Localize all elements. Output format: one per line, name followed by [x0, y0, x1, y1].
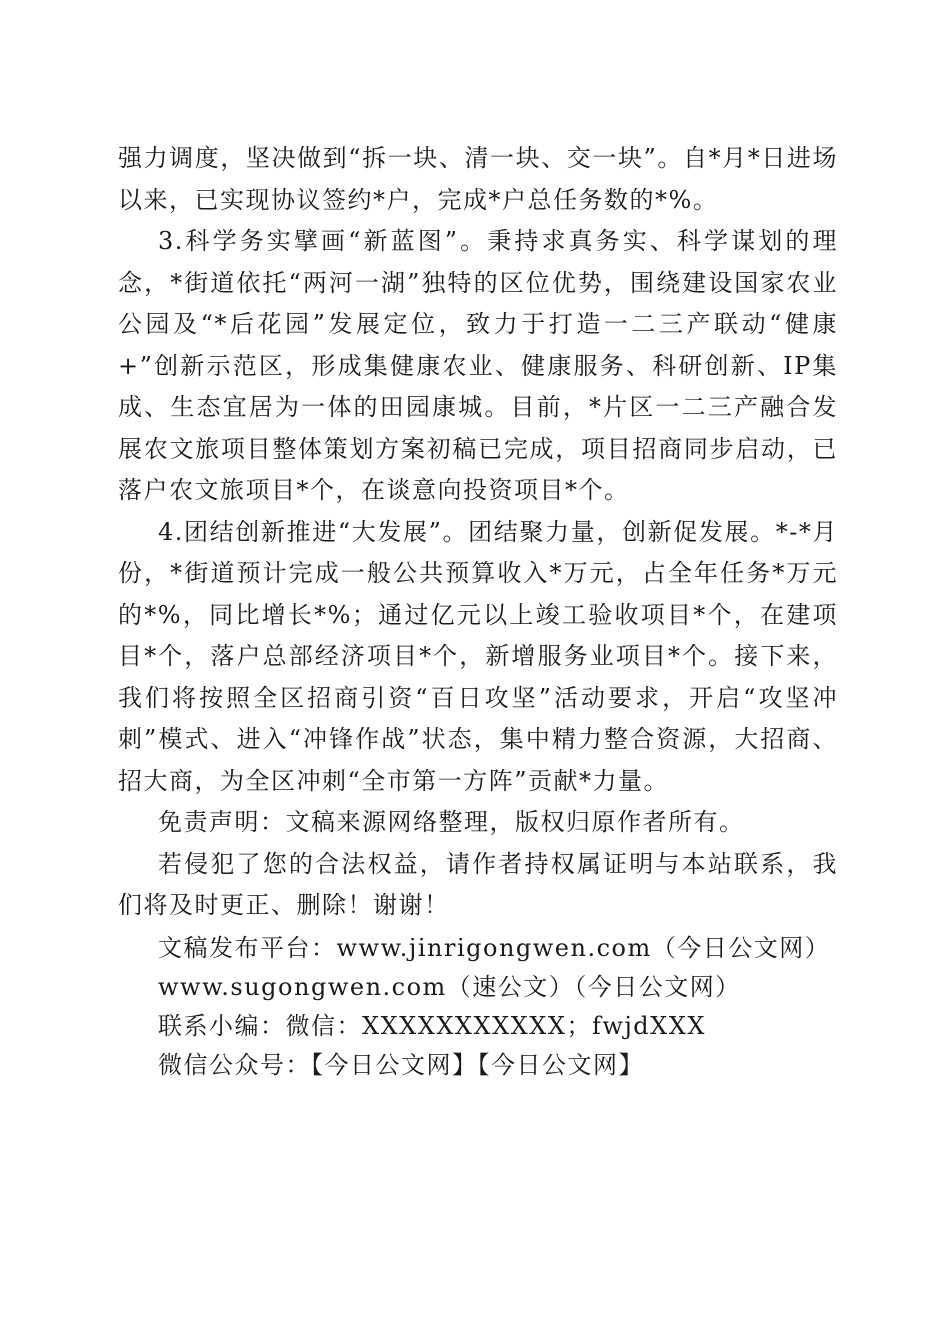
paragraph-development: 4.团结创新推进“大发展”。团结聚力量，创新促发展。*-*月份，*街道预计完成一般公共预算收入*万元，占全年任务*万元的*%，同比增长*%；通过亿元以上竣工验收项目*个，在建项目*个，落户总部经济项目*个，新增服务业项目*个。接下来，我们将按照全区招商引资“百日攻坚”活动要求，开启“攻坚冲刺”模式、进入“冲锋作战”状态，集中精力整合资源，大招商、招大商，为全区冲刺“全市第一方阵”贡献*力量。: [118, 517, 838, 795]
footer-info: [118, 929, 838, 1085]
document-body: [118, 138, 838, 1085]
footer-line-website: www.sugongwen.com（速公文）（今日公文网）: [158, 972, 741, 1001]
footer-line-platform: 文稿发布平台：www.jinrigongwen.com（今日公文网）: [158, 933, 831, 962]
paragraph-blueprint: 3.科学务实擘画“新蓝图”。秉持求真务实、科学谋划的理念，*街道依托“两河一湖”独特的区位优势，围绕建设国家农业公园及“*后花园”发展定位，致力于打造一二三产联动“健康+”创新示范区，形成集健康农业、健康服务、科研创新、IP集成、生态宜居为一体的田园康城。目前，*片区一二三产融合发展农文旅项目整体策划方案初稿已完成，项目招商同步启动，已落户农文旅项目*个，在谈意向投资项目*个。: [118, 227, 838, 504]
footer-line-wechat: 微信公众号：【今日公文网】【今日公文网】: [158, 1050, 644, 1079]
paragraph-continuation: 强力调度，坚决做到“拆一块、清一块、交一块”。自*月*日进场以来，已实现协议签约*户，完成*户总任务数的*%。: [118, 144, 838, 214]
footer-line-contact: 联系小编：微信：XXXXXXXXXXX；fwjdXXX: [158, 1011, 706, 1040]
paragraph-disclaimer: 免责声明：文稿来源网络整理，版权归原作者所有。: [158, 808, 745, 836]
paragraph-copyright-notice: 若侵犯了您的合法权益，请作者持权属证明与本站联系，我们将及时更正、删除！谢谢！: [118, 849, 838, 919]
